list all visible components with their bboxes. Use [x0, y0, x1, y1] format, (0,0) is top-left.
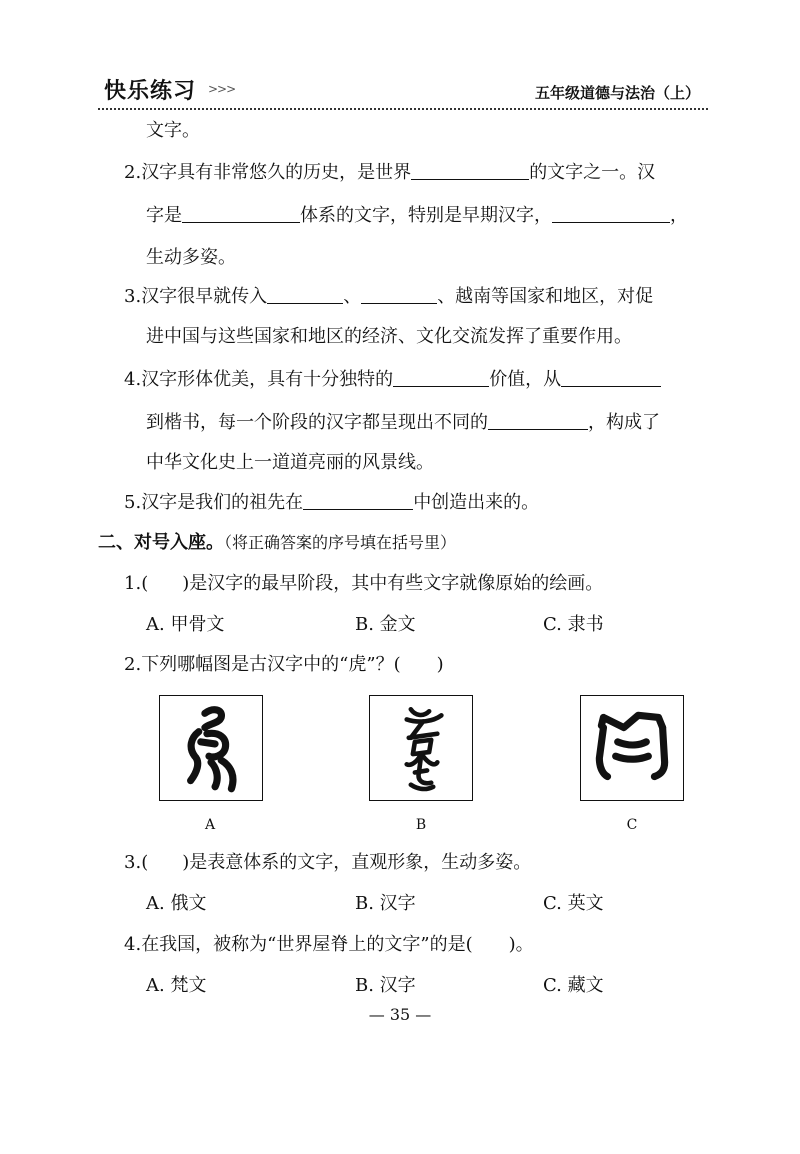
fill-q3-line1: 3.汉字很早就传入 、 、越南等国家和地区，对促 [124, 286, 654, 307]
answer-blank[interactable] [267, 285, 343, 304]
glyph-label-c: C [626, 817, 638, 833]
fill-q4-line1: 4.汉字形体优美，具有十分独特的 价值，从 [124, 367, 661, 393]
option-b: B. 汉字 [355, 893, 416, 914]
option-a: A. 甲骨文 [146, 614, 225, 635]
answer-blank[interactable] [182, 204, 300, 223]
section-heading: 二、对号入座。（将正确答案的序号填在括号里） [98, 532, 457, 553]
mc-q4: 4.在我国，被称为“世界屋脊上的文字”的是( )。 [124, 934, 534, 955]
brand-title: 快乐练习 [104, 79, 197, 104]
answer-blank[interactable] [552, 204, 670, 223]
answer-blank[interactable] [361, 285, 437, 304]
option-b: B. 金文 [355, 614, 416, 635]
mc-q3: 3.( )是表意体系的文字，直观形象，生动多姿。 [124, 852, 532, 873]
fill-q2-line3: 生动多姿。 [146, 247, 236, 268]
answer-blank[interactable] [393, 368, 489, 387]
fill-q2-line1: 2.汉字具有非常悠久的历史，是世界 的文字之一。汉 [124, 162, 656, 183]
fill-q3-line2: 进中国与这些国家和地区的经济、文化交流发挥了重要作用。 [146, 326, 632, 347]
fill-q4-line2: 到楷书，每一个阶段的汉字都呈现出不同的 ，构成了 [146, 412, 660, 433]
option-c: C. 藏文 [543, 975, 604, 996]
option-c: C. 英文 [543, 893, 604, 914]
page-header [98, 68, 708, 110]
ancient-glyph-a-icon [160, 696, 262, 800]
glyph-image-c [580, 695, 684, 801]
header-divider [98, 108, 708, 110]
option-c: C. 隶书 [543, 614, 604, 635]
glyph-label-b: B [415, 817, 427, 833]
ancient-glyph-b-icon [370, 696, 472, 800]
ancient-glyph-c-icon [581, 696, 683, 800]
chevron-icon: >>> [208, 82, 236, 96]
option-a: A. 俄文 [146, 893, 207, 914]
option-a: A. 梵文 [146, 975, 207, 996]
glyph-label-a: A [204, 817, 216, 833]
fill-q4-line3: 中华文化史上一道道亮丽的风景线。 [146, 452, 434, 473]
fill-q1-continuation: 文字。 [146, 120, 200, 141]
fill-q2-line2: 字是 体系的文字，特别是早期汉字， ， [146, 205, 688, 226]
glyph-image-b [369, 695, 473, 801]
mc-q2: 2.下列哪幅图是古汉字中的“虎”？( ) [124, 654, 444, 675]
fill-q5-line1: 5.汉字是我们的祖先在 中创造出来的。 [124, 492, 540, 513]
answer-blank[interactable] [303, 491, 413, 510]
option-b: B. 汉字 [355, 975, 416, 996]
answer-blank[interactable] [411, 161, 529, 180]
page-number: — 35 — [368, 1005, 432, 1024]
answer-blank[interactable] [561, 368, 661, 387]
subject-title: 五年级道德与法治（上） [534, 84, 700, 102]
glyph-image-a [159, 695, 263, 801]
answer-blank[interactable] [488, 411, 588, 430]
mc-q1: 1.( )是汉字的最早阶段，其中有些文字就像原始的绘画。 [124, 573, 604, 594]
